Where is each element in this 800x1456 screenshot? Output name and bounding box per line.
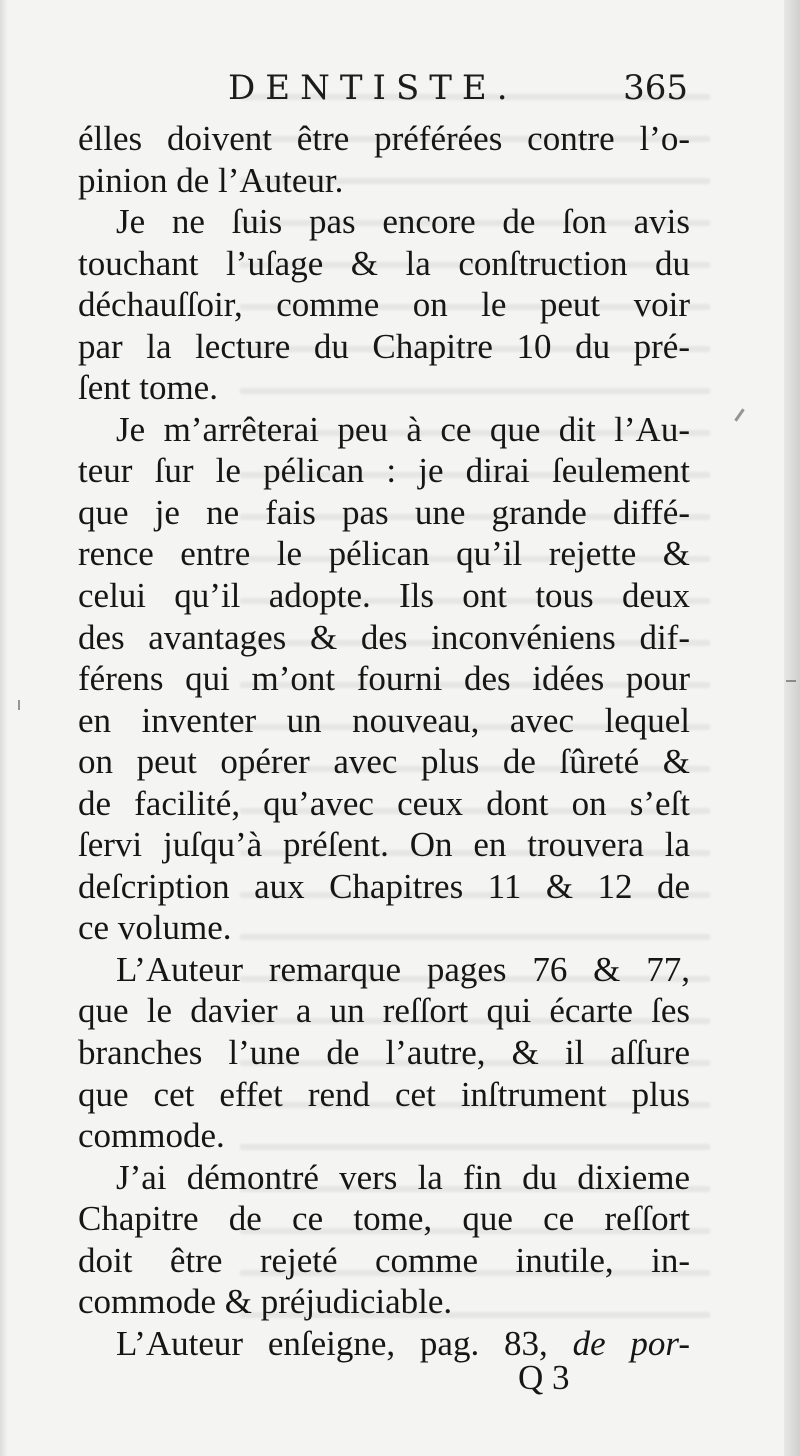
- text-line: on peut opérer avec plus de ſûreté &: [78, 742, 690, 782]
- text-line: pinion de l’Auteur.: [78, 160, 344, 200]
- text-line: ſent tome.: [78, 368, 218, 408]
- ink-speck: [734, 408, 744, 421]
- ink-speck: [18, 700, 20, 710]
- text-line: que cet effet rend cet inſtrument plus: [78, 1074, 690, 1114]
- text-line: ſervi juſqu’à préſent. On en trouvera la: [78, 825, 690, 865]
- text-line: que le davier a un reſſort qui écarte ſes: [78, 991, 690, 1031]
- text-line: branches l’une de l’autre, & il aſſure: [78, 1033, 690, 1073]
- body-text: [78, 118, 690, 1364]
- text-line: J’ai démontré vers la fin du dixieme: [116, 1157, 690, 1197]
- text-line: Je m’arrêterai peu à ce que dit l’Au-: [116, 409, 690, 449]
- text-line: deſcription aux Chapitres 11 & 12 de: [78, 866, 690, 906]
- text-line-catchword: [78, 1323, 690, 1365]
- signature-mark: Q 3: [518, 1358, 570, 1397]
- running-title: DENTISTE.: [228, 68, 518, 108]
- text-line: élles doivent être préférées contre l’o-: [78, 119, 690, 158]
- text-line: de facilité, qu’avec ceux dont on s’eſt: [78, 783, 690, 823]
- text-line: ce volume.: [78, 908, 232, 948]
- text-line: commode.: [78, 1116, 225, 1156]
- text-line: Chapitre de ce tome, que ce reſſort: [78, 1199, 690, 1239]
- text-line: celui qu’il adopte. Ils ont tous deux: [78, 576, 690, 616]
- text-line: déchauſſoir, comme on le peut voir: [78, 285, 690, 325]
- ink-speck: [786, 680, 796, 682]
- text-line: Je ne ſuis pas encore de ſon avis: [116, 202, 690, 242]
- page-gutter-shadow: [0, 0, 8, 1456]
- text-line: doit être rejeté comme inutile, in-: [78, 1240, 690, 1280]
- text-line: touchant l’uſage & la conſtruction du: [78, 243, 690, 283]
- page-header: [78, 68, 688, 114]
- page-number: 365: [623, 68, 688, 108]
- page-edge-shadow: [784, 0, 800, 1456]
- text-line: férens qui m’ont fourni des idées pour: [78, 659, 690, 699]
- text-line: en inventer un nouveau, avec lequel: [78, 700, 690, 740]
- text-line: rence entre le pélican qu’il rejette &: [78, 534, 690, 574]
- catchword: de por-: [572, 1323, 690, 1363]
- text-line: L’Auteur remarque pages 76 & 77,: [116, 949, 690, 989]
- text-line: que je ne fais pas une grande diffé-: [78, 492, 690, 532]
- text-line: teur ſur le pélican : je dirai ſeulement: [78, 451, 690, 491]
- text-line: des avantages & des inconvéniens dif-: [78, 617, 690, 657]
- text-line: commode & préjudiciable.: [78, 1282, 453, 1322]
- text-line: par la lecture du Chapitre 10 du pré-: [78, 326, 690, 366]
- text-line-main: L’Auteur enſeigne, pag. 83,: [116, 1323, 548, 1363]
